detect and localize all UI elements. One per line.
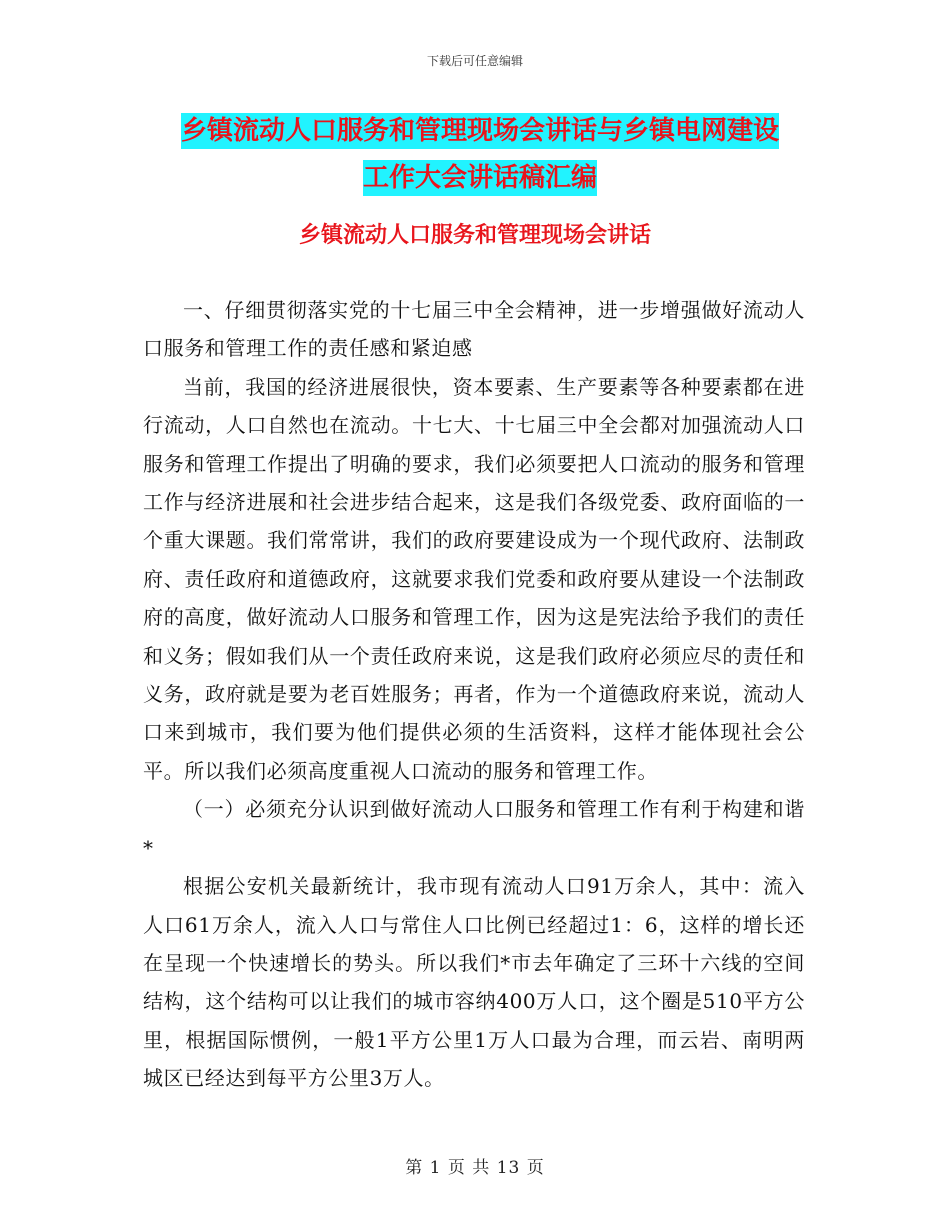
document-title-line-2: 工作大会讲话稿汇编: [363, 160, 597, 196]
paragraph: 根据公安机关最新统计，我市现有流动人口91万余人，其中：流入人口61万余人，流入人口与常住人口比例已经超过1：6，这样的增长还在呈现一个快速增长的势头。所以我们*市去年确定了三环十六线的空间结构，这个结构可以让我们的城市容纳400万人口，这个圈是510平方公里，根据国际惯例，一般1平方公里1万人口最为合理，而云岩、南明两城区已经达到每平方公里3万人。: [143, 874, 805, 1091]
document-title-line-1: 乡镇流动人口服务和管理现场会讲话与乡镇电网建设: [181, 113, 779, 149]
paragraph-heading-1: 一、仔细贯彻落实党的十七届三中全会精神，进一步增强做好流动人口服务和管理工作的责任感和紧迫感: [143, 298, 805, 361]
document-body: [143, 291, 805, 1098]
page-number-footer: 第 1 页 共 13 页: [405, 1158, 545, 1178]
section-title: 乡镇流动人口服务和管理现场会讲话: [298, 222, 651, 248]
document-title: [140, 108, 820, 202]
paragraph-subheading-1: （一）必须充分认识到做好流动人口服务和管理工作有利于构建和谐*: [143, 797, 805, 860]
header-note: 下载后可任意编辑: [426, 54, 523, 68]
paragraph: 当前，我国的经济进展很快，资本要素、生产要素等各种要素都在进行流动，人口自然也在流动。十七大、十七届三中全会都对加强流动人口服务和管理工作提出了明确的要求，我们必须要把人口流动的服务和管理工作与经济进展和社会进步结合起来，这是我们各级党委、政府面临的一个重大课题。我们常常讲，我们的政府要建设成为一个现代政府、法制政府、责任政府和道德政府，这就要求我们党委和政府要从建设一个法制政府的高度，做好流动人口服务和管理工作，因为这是宪法给予我们的责任和义务；假如我们从一个责任政府来说，这是我们政府必须应尽的责任和义务，政府就是要为老百姓服务；再者，作为一个道德政府来说，流动人口来到城市，我们要为他们提供必须的生活资料，这样才能体现社会公平。所以我们必须高度重视人口流动的服务和管理工作。: [143, 374, 805, 783]
